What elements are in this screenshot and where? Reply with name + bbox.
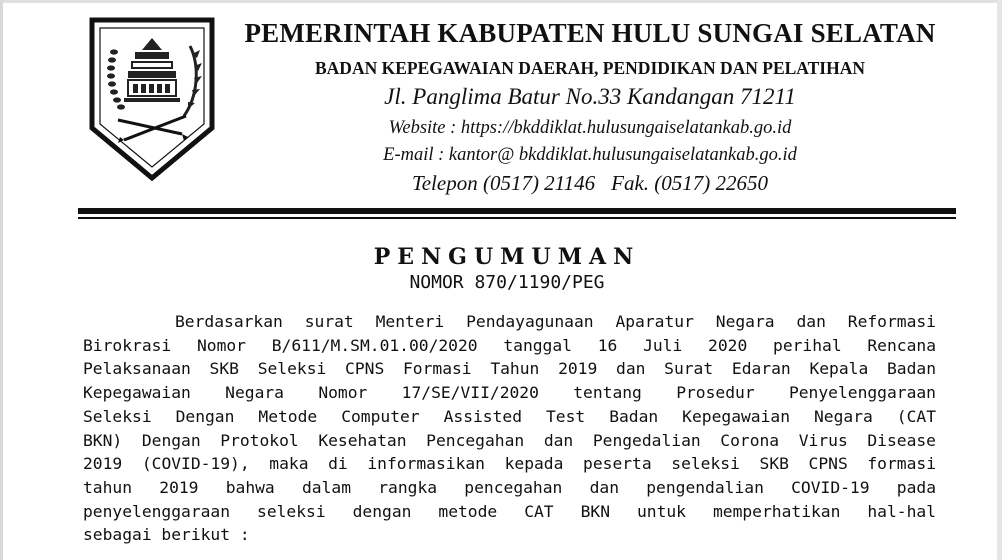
email-line: E-mail : kantor@ bkddiklat.hulusungaiselatankab.go.id [383,145,797,165]
office-address: Jl. Panglima Batur No.33 Kandangan 71211 [384,84,796,109]
org-name: PEMERINTAH KABUPATEN HULU SUNGAI SELATAN [244,18,936,48]
body-line: tahun 2019 bahwa dalam rangka pencegahan dan pengendalian COVID-19 pada [83,477,936,497]
scan-edge-top [0,0,1002,3]
body-line: Seleksi Dengan Metode Computer Assisted Test Badan Kepegawaian Negara (CAT [83,406,936,426]
fax-number: Fak. (0517) 22650 [611,171,769,195]
body-line: BKN) Dengan Protokol Kesehatan Pencegahan dan Pengedalian Corona Virus Disease [83,430,936,450]
letterhead-rule-thin [78,217,956,219]
coat-of-arms-logo [88,16,216,182]
website-line: Website : https://bkddiklat.hulusungaiselatankab.go.id [388,118,792,138]
phone-number: Telepon (0517) 21146 [411,171,596,195]
body-line: Birokrasi Nomor B/611/M.SM.01.00/2020 tanggal 16 Juli 2020 perihal Rencana [83,335,936,355]
body-line: 2019 (COVID-19), maka di informasikan kepada peserta seleksi SKB CPNS formasi [83,454,936,474]
body-line: sebagai berikut : [83,525,250,545]
body-line: penyelenggaraan seleksi dengan metode CAT BKN untuk memperhatikan hal-hal [83,501,936,521]
letterhead-rule-thick [78,208,956,214]
contact-line [240,171,940,196]
body-line: Berdasarkan surat Menteri Pendayagunaan Aparatur Negara dan Reformasi [175,312,936,331]
announcement-number: NOMOR 870/1190/PEG [409,272,605,293]
announcement-body [83,310,936,547]
announcement-title: PENGUMUMAN [373,244,641,270]
body-line: Pelaksanaan SKB Seleksi CPNS Formasi Tahun 2019 dan Surat Edaran Kepala Badan [83,359,936,379]
body-line: Kepegawaian Negara Nomor 17/SE/VII/2020 tentang Prosedur Penyelenggaraan [83,383,936,403]
agency-name: BADAN KEPEGAWAIAN DAERAH, PENDIDIKAN DAN PELATIHAN [315,58,865,78]
